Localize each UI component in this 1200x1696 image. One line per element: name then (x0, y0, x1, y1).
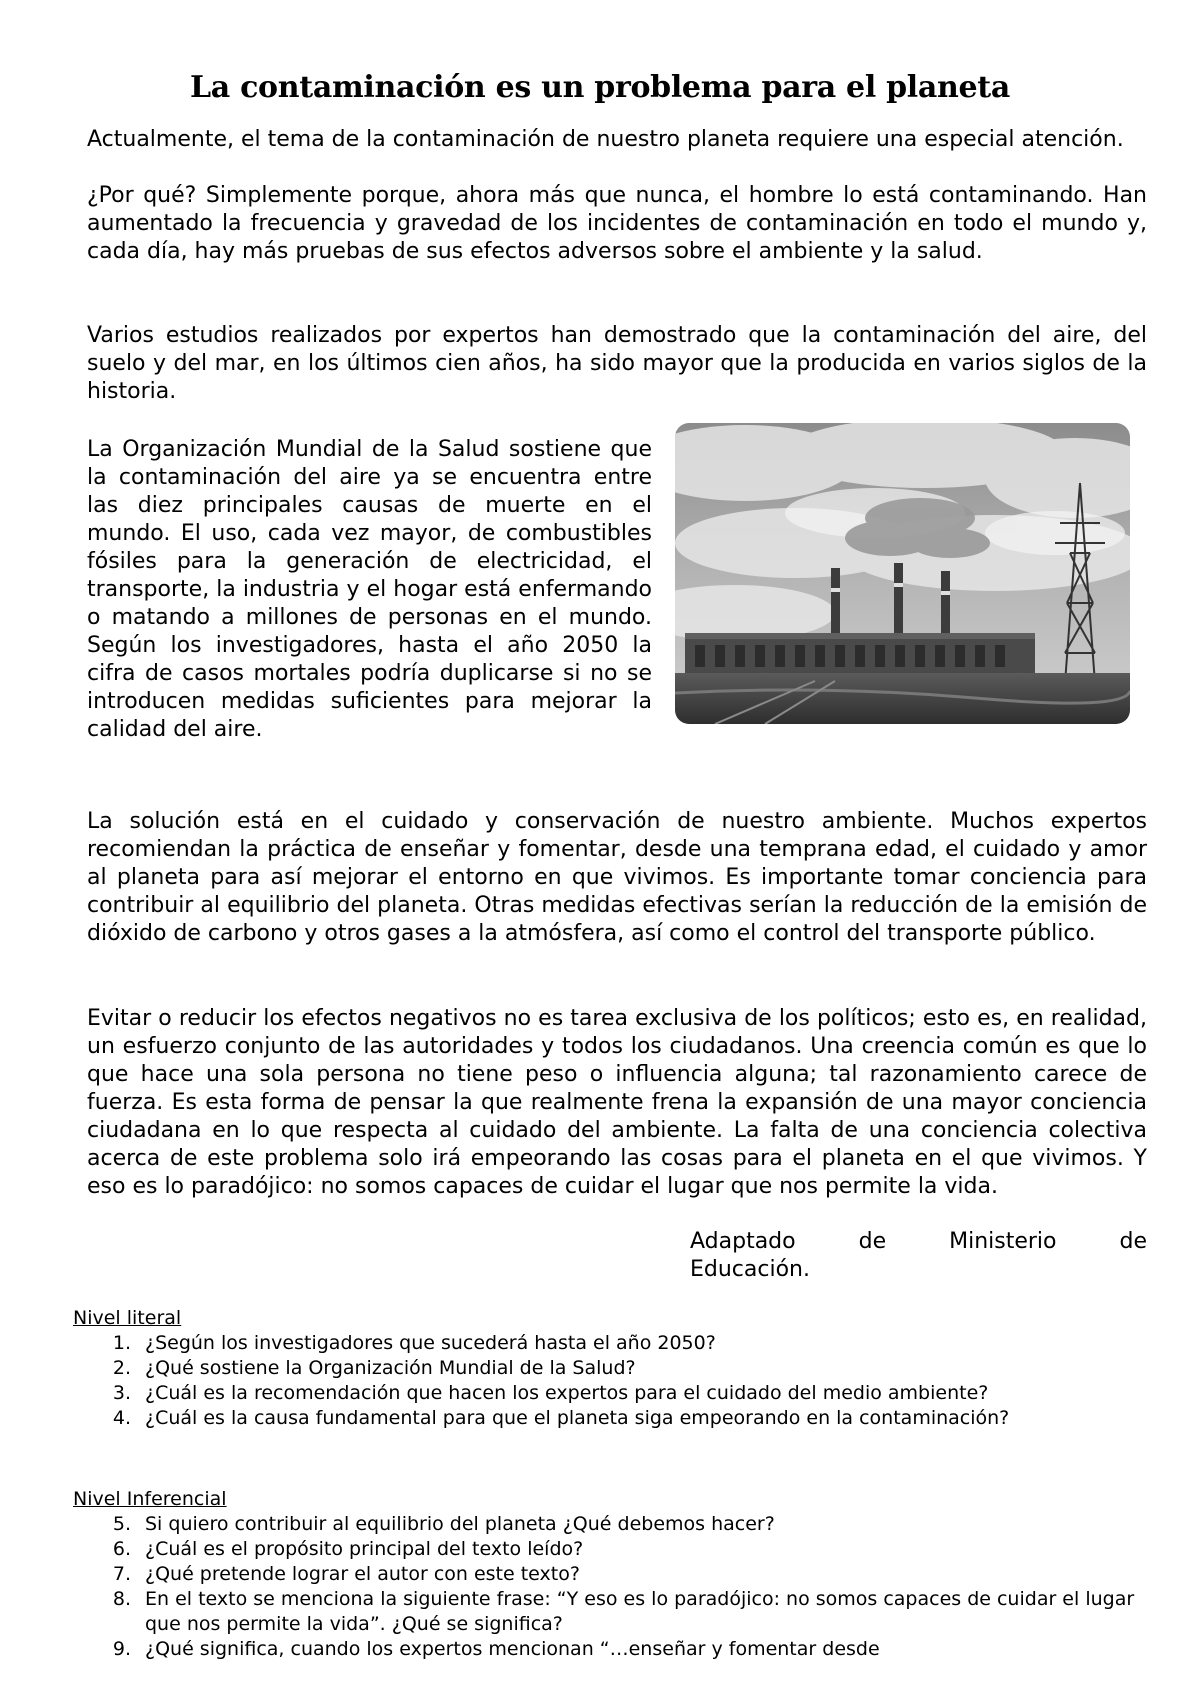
question-text: ¿Cuál es la causa fundamental para que el planeta siga empeorando en la contaminación? (145, 1407, 1010, 1429)
question-item (73, 1637, 1173, 1662)
question-item (73, 1537, 1173, 1562)
question-text: Si quiero contribuir al equilibrio del planeta ¿Qué debemos hacer? (145, 1513, 775, 1535)
source-credit (690, 1228, 1147, 1284)
question-item (73, 1562, 1173, 1587)
question-text: ¿Qué pretende lograr el autor con este texto? (145, 1563, 580, 1585)
section-nivel-literal (73, 1306, 1173, 1431)
question-number: 9. (112, 1638, 131, 1660)
question-item (73, 1512, 1173, 1537)
question-text: ¿Cuál es el propósito principal del texto leído? (145, 1538, 584, 1560)
section-nivel-inferencial (73, 1487, 1173, 1662)
paragraph-studies: Varios estudios realizados por expertos han demostrado que la contaminación del aire, del suelo y del mar, en los últimos cien años, ha sido mayor que la producida en varios siglos de la historia. (87, 323, 1147, 404)
question-number: 6. (112, 1538, 131, 1560)
question-number: 2. (112, 1357, 131, 1379)
document-title: La contaminación es un problema para el planeta (190, 70, 1010, 105)
paragraph-solution: La solución está en el cuidado y conservación de nuestro ambiente. Muchos expertos recomiendan la práctica de enseñar y fomentar, desde una temprana edad, el cuidado y amor al planeta para así mejorar el entorno en que vivimos. Es importante tomar conciencia para contribuir al equilibrio del planeta. Otras medidas efectivas serían la reducción de la emisión de dióxido de carbono y otros gases a la atmósfera, así como el control del transporte público. (87, 809, 1147, 946)
factory-smokestacks-photo (675, 423, 1130, 724)
question-list (73, 1331, 1173, 1431)
question-number: 5. (112, 1513, 131, 1535)
section-heading: Nivel Inferencial (73, 1488, 227, 1510)
paragraph-responsibility: Evitar o reducir los efectos negativos no es tarea exclusiva de los políticos; esto es, en realidad, un esfuerzo conjunto de las autoridades y todos los ciudadanos. Una creencia común es que lo que hace una sola persona no tiene peso o influencia alguna; tal razonamiento carece de fuerza. Es esta forma de pensar la que realmente frena la expansión de una mayor conciencia ciudadana en lo que respecta al cuidado del ambiente. La falta de una conciencia colectiva acerca de este problema solo irá empeorando las cosas para el planeta en el que vivimos. Y eso es lo paradójico: no somos capaces de cuidar el lugar que nos permite la vida. (87, 1006, 1147, 1199)
question-number: 1. (112, 1332, 131, 1354)
question-number: 4. (112, 1407, 131, 1429)
question-item (73, 1331, 1173, 1356)
question-text: ¿Qué sostiene la Organización Mundial de la Salud? (145, 1357, 636, 1379)
credit-word: Ministerio (949, 1229, 1057, 1254)
paragraph-intro: Actualmente, el tema de la contaminación de nuestro planeta requiere una especial atención. (87, 127, 1124, 152)
credit-word: Adaptado (690, 1229, 796, 1254)
section-heading: Nivel literal (73, 1307, 182, 1329)
question-list (73, 1512, 1173, 1662)
question-item (73, 1356, 1173, 1381)
question-item (73, 1587, 1173, 1637)
question-text: En el texto se menciona la siguiente frase: “Y eso es lo paradójico: no somos capaces de cuidar el lugar que nos permite la vida”. ¿Qué se significa? (145, 1588, 1135, 1635)
question-number: 8. (112, 1588, 131, 1610)
credit-line-2: Educación. (690, 1257, 810, 1282)
question-item (73, 1406, 1173, 1431)
credit-word: de (858, 1229, 887, 1254)
question-item (73, 1381, 1173, 1406)
question-text: ¿Cuál es la recomendación que hacen los expertos para el cuidado del medio ambiente? (145, 1382, 989, 1404)
credit-word: de (1119, 1229, 1147, 1254)
question-number: 3. (112, 1382, 131, 1404)
question-text: ¿Según los investigadores que sucederá hasta el año 2050? (145, 1332, 716, 1354)
question-text: ¿Qué significa, cuando los expertos mencionan “…enseñar y fomentar desde (145, 1638, 880, 1660)
paragraph-why: ¿Por qué? Simplemente porque, ahora más que nunca, el hombre lo está contaminando. Han aumentado la frecuencia y gravedad de los incidentes de contaminación en todo el mundo y, cada día, hay más pruebas de sus efectos adversos sobre el ambiente y la salud. (87, 183, 1147, 264)
paragraph-oms: La Organización Mundial de la Salud sostiene que la contaminación del aire ya se encuentra entre las diez principales causas de muerte en el mundo. El uso, cada vez mayor, de combustibles fósiles para la generación de electricidad, el transporte, la industria y el hogar está enfermando o matando a millones de personas en el mundo. Según los investigadores, hasta el año 2050 la cifra de casos mortales podría duplicarse si no se introducen medidas suficientes para mejorar la calidad del aire. (87, 437, 652, 742)
question-number: 7. (112, 1563, 131, 1585)
